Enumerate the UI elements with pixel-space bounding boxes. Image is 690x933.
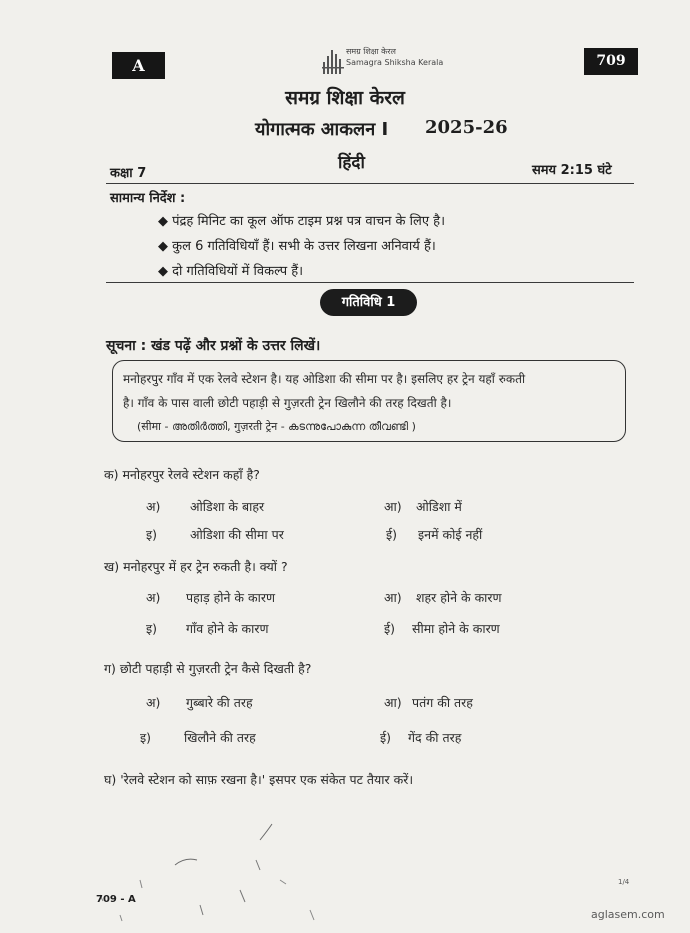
option-text: सीमा होने के कारण	[412, 621, 500, 636]
option-marker: ई)	[386, 527, 398, 542]
pencil-scratch-marks	[80, 820, 380, 930]
bullet-icon: ◆	[158, 239, 173, 254]
option-marker: ई)	[384, 621, 396, 636]
option-text: खिलौने की तरह	[184, 730, 256, 745]
option-text: ओडिशा में	[416, 499, 462, 514]
option-text: गाँव होने के कारण	[186, 621, 269, 636]
exam-title: योगात्मक आकलन I	[255, 119, 389, 140]
option-marker: अ)	[146, 499, 161, 514]
question-text: ग) छोटी पहाड़ी से गुज़रती ट्रेन कैसे दिखती है?	[104, 661, 312, 676]
exam-year: 2025-26	[425, 117, 508, 138]
passage-box	[112, 360, 626, 442]
watermark: aglasem.com	[591, 908, 665, 921]
question-text: क) मनोहरपुर रेलवे स्टेशन कहाँ है?	[104, 467, 260, 482]
bullet-icon: ◆	[158, 214, 173, 229]
option-text: पहाड़ होने के कारण	[186, 590, 275, 605]
logo-line-2: Samagra Shiksha Kerala	[346, 58, 444, 67]
option-marker: इ)	[146, 527, 158, 542]
bullet-icon: ◆	[158, 264, 173, 279]
subject-title: हिंदी	[338, 153, 365, 173]
passage-glossary: (सीमा - അതിർത്തി, गुज़रती ट्रेन - കടന്നുപോകുന്ന തീവണ്ടി )	[137, 420, 416, 433]
question-text: घ) 'रेलवे स्टेशन को साफ़ रखना है।' इसपर एक संकेत पट तैयार करें।	[104, 772, 414, 787]
option-marker: अ)	[146, 590, 161, 605]
option-marker: ई)	[380, 730, 392, 745]
option-marker: इ)	[146, 621, 158, 636]
option-marker: आ)	[384, 590, 402, 605]
logo-bars-icon	[322, 44, 344, 76]
set-label: A	[112, 52, 165, 79]
option-marker: आ)	[384, 499, 402, 514]
class-label: कक्षा 7	[110, 166, 147, 181]
activity-badge: गतिविधि 1	[320, 289, 417, 316]
option-text: शहर होने के कारण	[416, 590, 502, 605]
option-text: गेंद की तरह	[408, 730, 462, 745]
instruction-item: ◆ कुल 6 गतिविधियाँ हैं। सभी के उत्तर लिखना अनिवार्य हैं।	[158, 239, 436, 254]
instruction-item: ◆ पंद्रह मिनिट का कूल ऑफ टाइम प्रश्न पत्र वाचन के लिए है।	[158, 214, 446, 229]
passage-line-2: है। गाँव के पास वाली छोटी पहाड़ी से गुज़रती ट्रेन खिलौने की तरह दिखती है।	[123, 396, 452, 410]
option-text: ओडिशा के बाहर	[190, 499, 265, 514]
question-text: ख) मनोहरपुर में हर ट्रेन रुकती है। क्यों ?	[104, 559, 288, 574]
option-marker: इ)	[140, 730, 152, 745]
samagra-shiksha-logo	[322, 44, 444, 78]
option-text: पतंग की तरह	[412, 695, 473, 710]
page-number: 1/4	[618, 878, 630, 886]
option-marker: अ)	[146, 695, 161, 710]
instruction-item: ◆ दो गतिविधियों में विकल्प हैं।	[158, 264, 304, 279]
logo-text	[346, 46, 443, 68]
paper-code: 709	[584, 48, 638, 75]
option-text: गुब्बारे की तरह	[186, 695, 253, 710]
footer-code: 709 - A	[96, 894, 136, 905]
option-text: ओडिशा की सीमा पर	[190, 527, 284, 542]
time-label: समय 2:15 घंटे	[532, 163, 612, 178]
instructions-divider	[106, 282, 634, 283]
logo-line-1: समग्र शिक्षा केरल	[346, 47, 396, 56]
activity-notice: सूचना : खंड पढ़ें और प्रश्नों के उत्तर लिखें।	[106, 338, 321, 354]
passage-line-1: मनोहरपुर गाँव में एक रेलवे स्टेशन है। यह ओडिशा की सीमा पर है। इसलिए हर ट्रेन यहाँ रुकती	[123, 372, 526, 386]
option-marker: आ)	[384, 695, 402, 710]
option-text: इनमें कोई नहीं	[418, 527, 483, 542]
org-title: समग्र शिक्षा केरल	[285, 87, 405, 109]
header-divider	[106, 183, 634, 184]
instructions-title: सामान्य निर्देश :	[110, 191, 186, 206]
